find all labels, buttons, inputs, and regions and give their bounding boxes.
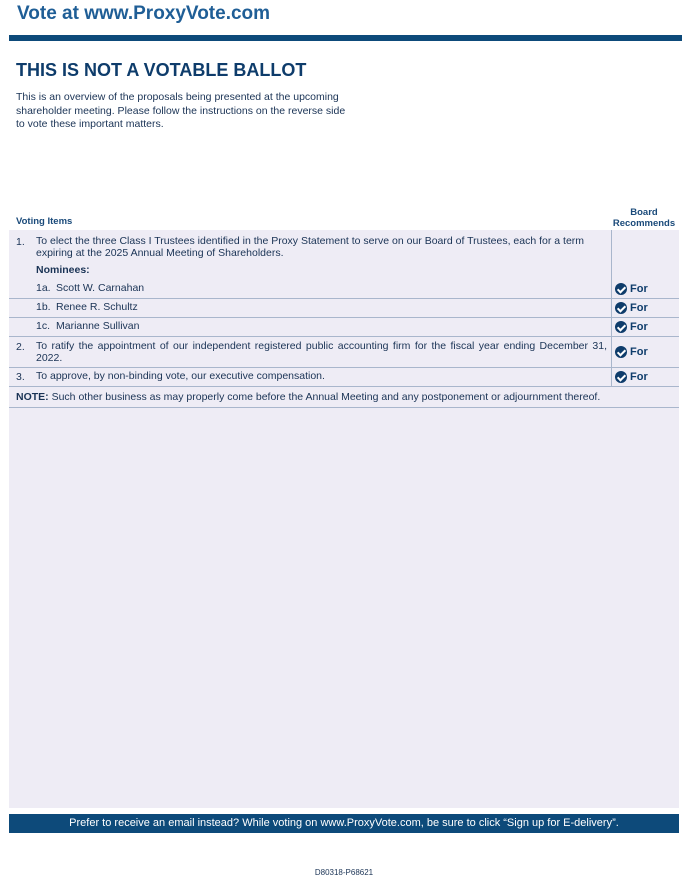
document-id: D80318-P68621 bbox=[314, 868, 374, 877]
nominee-name: Renee R. Schultz bbox=[56, 301, 138, 313]
proposal-1-row bbox=[9, 230, 679, 280]
voting-items-header: Voting Items bbox=[16, 216, 73, 227]
nominee-number: 1b. bbox=[36, 301, 51, 313]
note-text bbox=[16, 391, 600, 403]
note-body: Such other business as may properly come before the Annual Meeting and any postponement or adjournment thereof. bbox=[48, 391, 601, 403]
column-divider bbox=[611, 299, 612, 317]
recommendation bbox=[615, 321, 648, 333]
nominees-label: Nominees: bbox=[36, 264, 90, 276]
proposal-number: 2. bbox=[16, 341, 25, 353]
nominee-row-1c bbox=[9, 318, 679, 337]
proposal-text: To approve, by non-binding vote, our executive compensation. bbox=[36, 370, 325, 382]
header-title: Vote at www.ProxyVote.com bbox=[17, 3, 271, 24]
recommendation-label: For bbox=[630, 302, 648, 314]
nominee-number: 1a. bbox=[36, 282, 51, 294]
proposal-2-row bbox=[9, 337, 679, 368]
proposal-text: To elect the three Class I Trustees identified in the Proxy Statement to serve on our Board of Trustees, each for a term expiring at the 2025 Annual Meeting of Shareholders. bbox=[36, 235, 585, 259]
recommendation-label: For bbox=[630, 371, 648, 383]
board-header-line1: Board bbox=[630, 207, 658, 218]
recommendation bbox=[615, 346, 648, 358]
board-recommends-header bbox=[611, 207, 677, 229]
nominee-name: Scott W. Carnahan bbox=[56, 282, 145, 294]
recommendation-label: For bbox=[630, 346, 648, 358]
note-row bbox=[9, 387, 679, 408]
check-circle-icon bbox=[615, 283, 627, 295]
column-divider bbox=[611, 337, 612, 367]
nominee-number: 1c. bbox=[36, 320, 51, 332]
edelivery-banner: Prefer to receive an email instead? While voting on www.ProxyVote.com, be sure to click “Sign up for E-delivery”. bbox=[9, 814, 679, 833]
header-divider bbox=[9, 35, 682, 41]
note-label: NOTE: bbox=[16, 391, 49, 403]
column-divider bbox=[611, 368, 612, 386]
proposal-3-row bbox=[9, 368, 679, 387]
recommendation bbox=[615, 283, 648, 295]
check-circle-icon bbox=[615, 346, 627, 358]
column-divider bbox=[611, 230, 612, 280]
recommendation bbox=[615, 302, 648, 314]
check-circle-icon bbox=[615, 302, 627, 314]
check-circle-icon bbox=[615, 371, 627, 383]
proposal-number: 3. bbox=[16, 371, 25, 383]
proposal-number: 1. bbox=[16, 236, 25, 248]
column-divider bbox=[611, 318, 612, 336]
nominee-row-1b bbox=[9, 299, 679, 318]
check-circle-icon bbox=[615, 321, 627, 333]
recommendation bbox=[615, 371, 648, 383]
recommendation-label: For bbox=[630, 283, 648, 295]
nominee-row-1a bbox=[9, 280, 679, 299]
intro-text: This is an overview of the proposals being presented at the upcoming shareholder meeting. Please follow the instructions on the reverse side to vote these important matters. bbox=[16, 91, 346, 130]
proposal-text: To ratify the appointment of our independent registered public accounting firm for the fiscal year ending December 31, 2022. bbox=[36, 340, 607, 364]
nominee-name: Marianne Sullivan bbox=[56, 320, 140, 332]
column-divider bbox=[611, 280, 612, 298]
ballot-title: THIS IS NOT A VOTABLE BALLOT bbox=[16, 60, 307, 80]
board-header-line2: Recommends bbox=[612, 218, 676, 229]
recommendation-label: For bbox=[630, 321, 648, 333]
